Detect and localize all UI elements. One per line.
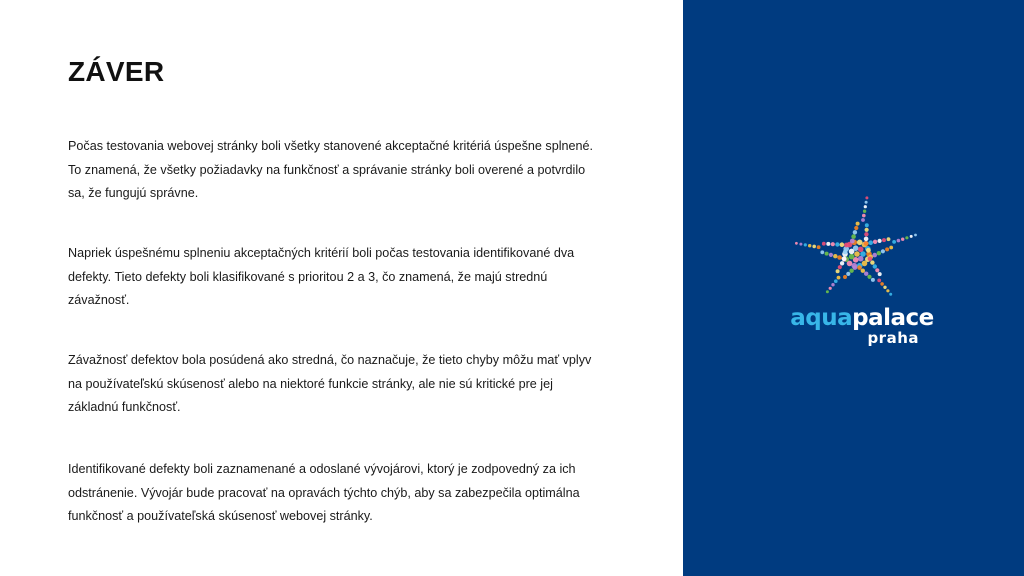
starfish-dot <box>851 234 856 239</box>
starfish-dot <box>836 269 840 273</box>
starfish-dot <box>886 289 889 292</box>
starfish-dot <box>885 247 889 251</box>
starfish-dot <box>853 245 859 251</box>
starfish-dot <box>864 272 868 276</box>
starfish-dot <box>825 252 829 256</box>
starfish-dot <box>868 257 873 262</box>
starfish-dot <box>838 265 842 269</box>
starfish-dot <box>861 269 865 273</box>
paragraph-defect-severity: Závažnosť defektov bola posúdená ako stredná, čo naznačuje, že tieto chyby môžu mať vplyv na používateľskú skúsenosť alebo na niektoré funkcie stránky, ale nie sú kritické pre jej základnú funkčnosť. <box>68 353 592 414</box>
logo-brand-city: praha <box>867 329 919 347</box>
starfish-dot <box>812 245 816 249</box>
logo-wordmark <box>787 306 937 346</box>
paragraph-defect-resolution: Identifikované defekty boli zaznamenané a odoslané vývojárovi, ktorý je zodpovedný za ich odstránenie. Vývojár bude pracovať na opravách týchto chýb, aby sa zabezpečila optimálna funkčnosť a používateľská skúsenosť webovej stránky. <box>68 462 580 523</box>
starfish-dot <box>858 256 864 262</box>
starfish-dot <box>872 253 877 258</box>
starfish-dot <box>840 261 844 265</box>
starfish-dot <box>871 278 875 282</box>
starfish-dot <box>901 238 904 241</box>
starfish-dot <box>834 279 838 283</box>
starfish-dot <box>831 283 834 286</box>
starfish-dot <box>910 235 913 238</box>
starfish-dot <box>865 223 869 227</box>
starfish-dot <box>853 265 858 270</box>
starfish-dot <box>880 282 884 286</box>
starfish-dot <box>826 242 830 246</box>
starfish-dot <box>862 214 866 218</box>
starfish-dot <box>873 240 877 244</box>
starfish-dot <box>868 240 873 245</box>
starfish-dot <box>878 272 882 276</box>
starfish-dot <box>831 242 835 246</box>
starfish-dot <box>857 240 863 246</box>
starfish-dot <box>843 250 848 255</box>
starfish-dot <box>850 239 855 244</box>
starfish-dot <box>865 228 869 232</box>
starfish-dot <box>829 253 833 257</box>
starfish-icon <box>787 194 937 306</box>
starfish-dot <box>849 269 853 273</box>
starfish-dot <box>865 201 868 204</box>
starfish-dot <box>866 248 871 253</box>
starfish-dot <box>864 241 869 246</box>
starfish-dot <box>849 254 855 260</box>
starfish-dot <box>864 205 867 208</box>
paragraph-acceptance-criteria: Počas testovania webovej stránky boli všetky stanovené akceptačné kritériá úspešne splnené. To znamená, že všetky požiadavky na funkčnosť a správanie stránky boli overené a potvrdilo sa, že fungujú správne. <box>68 139 594 200</box>
starfish-dot <box>877 251 881 255</box>
paragraph-defects-identified: Napriek úspešnému splneniu akceptačných kritérií boli počas testovania identifikované dva defekty. Tieto defekty boli klasifikované s prioritou 2 a 3, čo znamená, že majú strednú závažnosť. <box>68 246 575 307</box>
starfish-dot <box>862 261 868 267</box>
starfish-dot <box>897 239 901 243</box>
starfish-dot <box>804 243 807 246</box>
starfish-dot <box>892 240 896 244</box>
starfish-dot <box>840 242 845 247</box>
starfish-dot <box>858 247 864 253</box>
starfish-dot <box>822 242 826 246</box>
starfish-dot <box>856 222 860 226</box>
starfish-dot <box>865 196 868 199</box>
starfish-dot <box>875 268 879 272</box>
starfish-dot <box>889 293 892 296</box>
starfish-dot <box>873 264 877 268</box>
starfish-dot <box>817 245 821 249</box>
starfish-dot <box>887 237 891 241</box>
slide-content <box>68 0 628 576</box>
starfish-dot <box>863 210 866 213</box>
starfish-dot <box>914 234 917 237</box>
starfish-dot <box>864 237 869 242</box>
starfish-dot <box>826 290 829 293</box>
aquapalace-logo <box>787 194 937 354</box>
starfish-dot <box>882 238 886 242</box>
starfish-dot <box>864 232 868 236</box>
starfish-dot <box>808 244 811 247</box>
logo-brand-palace: palace <box>852 305 934 331</box>
starfish-dot <box>870 260 874 264</box>
brand-side-panel <box>683 0 1024 576</box>
starfish-dot <box>854 226 858 230</box>
starfish-dot <box>877 279 881 283</box>
starfish-dot <box>878 239 882 243</box>
starfish-dot <box>861 218 865 222</box>
starfish-dot <box>842 256 847 261</box>
starfish-dot <box>857 265 862 270</box>
starfish-dot <box>843 275 847 279</box>
logo-brand-name <box>787 306 937 330</box>
starfish-dot <box>905 236 908 239</box>
starfish-dot <box>883 286 886 289</box>
starfish-dot <box>837 276 841 280</box>
starfish-dot <box>889 246 893 250</box>
starfish-dot <box>844 243 849 248</box>
starfish-dot <box>853 230 857 234</box>
starfish-dot <box>854 251 860 257</box>
starfish-dot <box>833 254 837 258</box>
starfish-dot <box>881 249 885 253</box>
starfish-dot <box>799 243 802 246</box>
starfish-dot <box>867 275 871 279</box>
starfish-dot <box>837 255 842 260</box>
starfish-dot <box>835 242 839 246</box>
starfish-dot <box>829 287 832 290</box>
starfish-dot <box>820 250 824 254</box>
slide-title: ZÁVER <box>68 56 165 87</box>
starfish-dot <box>795 242 798 245</box>
starfish-dot <box>846 272 850 276</box>
logo-brand-aqua: aqua <box>790 305 853 331</box>
